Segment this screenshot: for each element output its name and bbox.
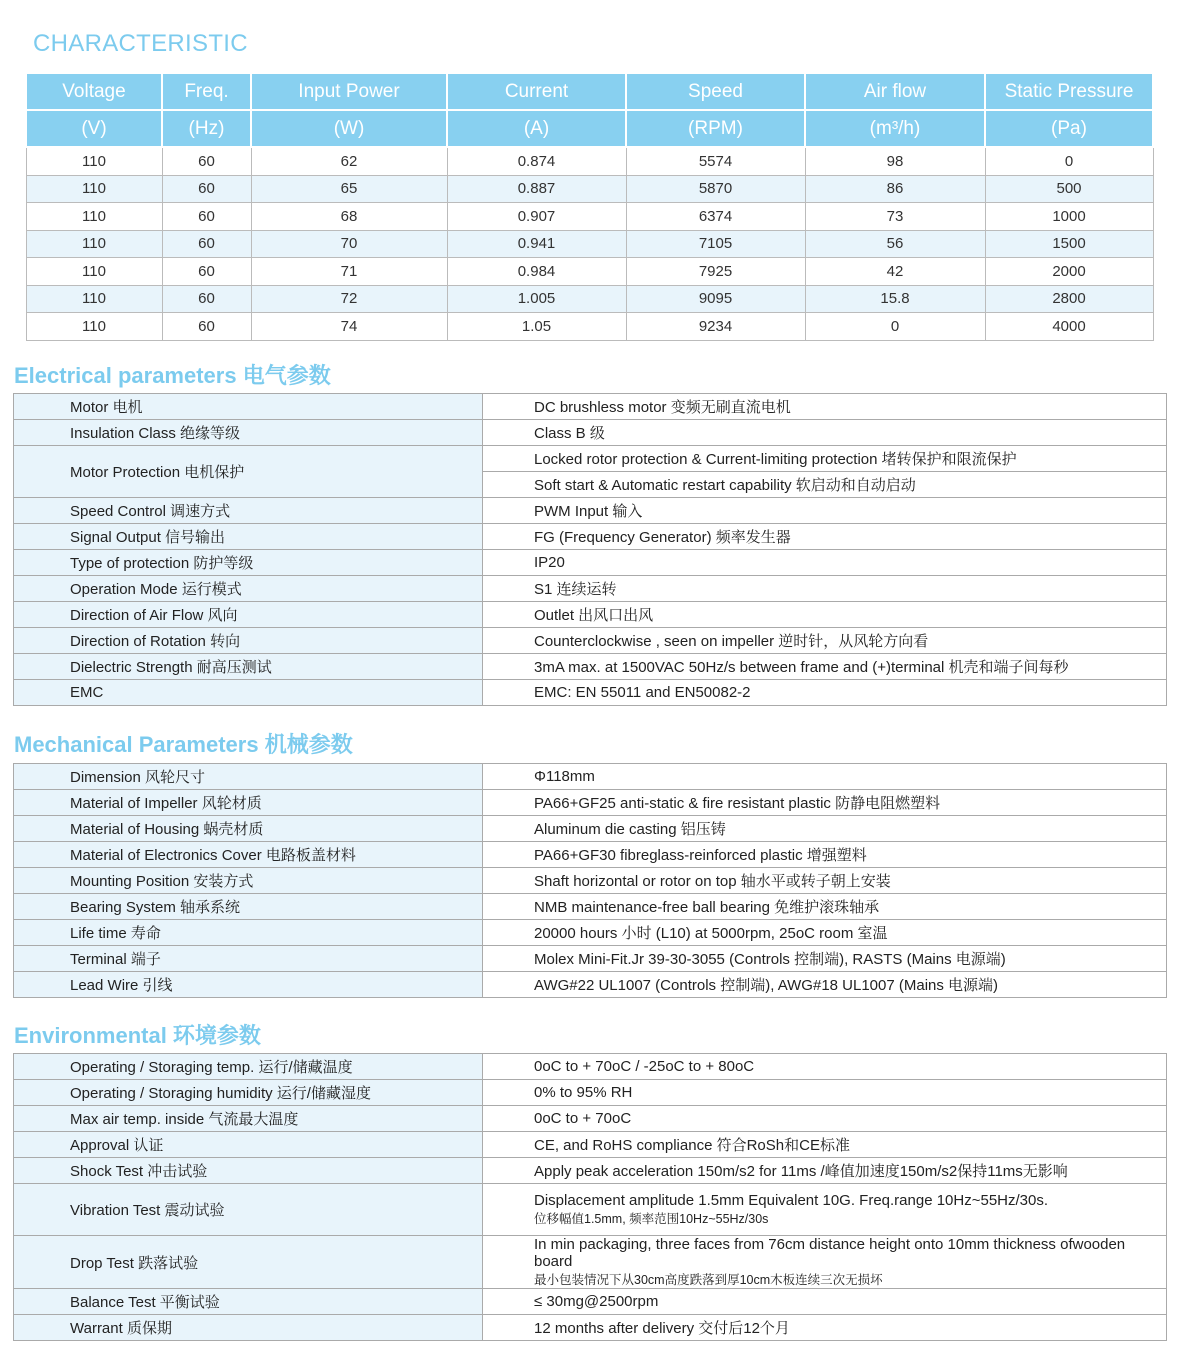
param-value: 0oC to + 70oC [483,1106,1167,1132]
cell: 5870 [626,175,805,203]
cell: 60 [162,285,251,313]
cell: 110 [26,203,162,231]
param-value [483,1184,1167,1236]
param-value: Locked rotor protection & Current-limiting protection 堵转保护和限流保护 [483,446,1167,472]
table-row [14,842,1167,868]
table-row [14,654,1167,680]
cell: 7925 [626,258,805,286]
param-label: Motor Protection 电机保护 [14,446,483,498]
param-label: Drop Test 跌落试验 [14,1236,483,1289]
col-unit: (Pa) [985,110,1153,147]
cell: 42 [805,258,985,286]
param-label: Operating / Storaging temp. 运行/储藏温度 [14,1054,483,1080]
cell: 60 [162,203,251,231]
table-row [26,230,1153,258]
cell: 1.05 [447,313,626,341]
cell: 15.8 [805,285,985,313]
cell: 0 [805,313,985,341]
param-label: Type of protection 防护等级 [14,550,483,576]
cell: 60 [162,313,251,341]
col-header: Air flow [805,73,985,110]
table-row [26,285,1153,313]
cell: 500 [985,175,1153,203]
table-row [14,790,1167,816]
table-row [14,446,1167,472]
cell: 9095 [626,285,805,313]
table-row [14,868,1167,894]
param-label: EMC [14,680,483,706]
param-value-line: Displacement amplitude 1.5mm Equivalent 10G. Freq.range 10Hz~55Hz/30s. [534,1192,1049,1209]
cell: 1500 [985,230,1153,258]
cell: 110 [26,230,162,258]
cell: 5574 [626,147,805,175]
param-label: Material of Electronics Cover 电路板盖材料 [14,842,483,868]
param-value: Apply peak acceleration 150m/s2 for 11ms /峰值加速度150m/s2保持11ms无影响 [483,1158,1167,1184]
table-row [26,203,1153,231]
param-label: Dimension 风轮尺寸 [14,764,483,790]
cell: 2800 [985,285,1153,313]
environmental-title: Environmental 环境参数 [14,1023,261,1048]
param-value: 0oC to + 70oC / -25oC to + 80oC [483,1054,1167,1080]
cell: 0 [985,147,1153,175]
cell: 60 [162,147,251,175]
param-label: Lead Wire 引线 [14,972,483,998]
cell: 74 [251,313,447,341]
cell: 68 [251,203,447,231]
unit-row [26,110,1153,147]
table-row [14,628,1167,654]
param-label: Mounting Position 安装方式 [14,868,483,894]
param-label: Direction of Air Flow 风向 [14,602,483,628]
param-label: Operation Mode 运行模式 [14,576,483,602]
param-value: 0% to 95% RH [483,1080,1167,1106]
param-value: FG (Frequency Generator) 频率发生器 [483,524,1167,550]
param-label: Insulation Class 绝缘等级 [14,420,483,446]
characteristic-title: CHARACTERISTIC [33,30,248,57]
table-row [14,498,1167,524]
cell: 0.984 [447,258,626,286]
cell: 65 [251,175,447,203]
col-unit: (V) [26,110,162,147]
param-value: 20000 hours 小时 (L10) at 5000rpm, 25oC room 室温 [483,920,1167,946]
cell: 6374 [626,203,805,231]
electrical-title: Electrical parameters 电气参数 [14,363,331,388]
param-value-line: In min packaging, three faces from 76cm distance height onto 10mm thickness ofwooden board [534,1236,1126,1270]
param-label: Speed Control 调速方式 [14,498,483,524]
param-value: AWG#22 UL1007 (Controls 控制端), AWG#18 UL1007 (Mains 电源端) [483,972,1167,998]
param-label: Motor 电机 [14,394,483,420]
param-value-line-cn: 位移幅值1.5mm, 频率范围10Hz~55Hz/30s [534,1212,769,1226]
param-value: EMC: EN 55011 and EN50082-2 [483,680,1167,706]
col-header: Freq. [162,73,251,110]
table-row [14,420,1167,446]
param-value: IP20 [483,550,1167,576]
table-row [14,576,1167,602]
cell: 2000 [985,258,1153,286]
param-label: Material of Housing 蜗壳材质 [14,816,483,842]
table-row [14,946,1167,972]
table-row [26,313,1153,341]
mechanical-table [13,763,1167,998]
table-row [14,1080,1167,1106]
col-header: Static Pressure [985,73,1153,110]
param-value: Class B 级 [483,420,1167,446]
cell: 110 [26,147,162,175]
col-unit: (W) [251,110,447,147]
param-label: Approval 认证 [14,1132,483,1158]
cell: 4000 [985,313,1153,341]
param-label: Terminal 端子 [14,946,483,972]
table-row [14,680,1167,706]
table-row [14,1315,1167,1341]
param-label: Warrant 质保期 [14,1315,483,1341]
cell: 110 [26,175,162,203]
param-value: NMB maintenance-free ball bearing 免维护滚珠轴承 [483,894,1167,920]
cell: 110 [26,258,162,286]
cell: 60 [162,230,251,258]
cell: 62 [251,147,447,175]
cell: 73 [805,203,985,231]
table-row [14,602,1167,628]
cell: 0.874 [447,147,626,175]
environmental-table [13,1053,1167,1341]
col-header: Voltage [26,73,162,110]
param-value: ≤ 30mg@2500rpm [483,1289,1167,1315]
cell: 110 [26,313,162,341]
param-value: CE, and RoHS compliance 符合RoSh和CE标准 [483,1132,1167,1158]
param-value: S1 连续运转 [483,576,1167,602]
cell: 9234 [626,313,805,341]
cell: 98 [805,147,985,175]
col-unit: (RPM) [626,110,805,147]
table-row [14,524,1167,550]
table-row [14,1106,1167,1132]
param-label: Vibration Test 震动试验 [14,1184,483,1236]
param-label: Balance Test 平衡试验 [14,1289,483,1315]
param-value: Aluminum die casting 铝压铸 [483,816,1167,842]
table-row [14,1132,1167,1158]
param-label: Operating / Storaging humidity 运行/储藏湿度 [14,1080,483,1106]
param-value: 12 months after delivery 交付后12个月 [483,1315,1167,1341]
characteristic-table [25,72,1154,341]
col-unit: (m³/h) [805,110,985,147]
param-value: DC brushless motor 变频无刷直流电机 [483,394,1167,420]
table-row [14,894,1167,920]
cell: 0.941 [447,230,626,258]
param-label: Shock Test 冲击试验 [14,1158,483,1184]
table-row [26,258,1153,286]
table-row [14,1289,1167,1315]
param-label: Bearing System 轴承系统 [14,894,483,920]
cell: 0.907 [447,203,626,231]
cell: 7105 [626,230,805,258]
param-label: Life time 寿命 [14,920,483,946]
col-header: Speed [626,73,805,110]
cell: 0.887 [447,175,626,203]
col-header: Current [447,73,626,110]
table-row [14,972,1167,998]
param-label: Dielectric Strength 耐高压测试 [14,654,483,680]
param-value: 3mA max. at 1500VAC 50Hz/s between frame and (+)terminal 机壳和端子间每秒 [483,654,1167,680]
cell: 71 [251,258,447,286]
cell: 60 [162,175,251,203]
param-value: Outlet 出风口出风 [483,602,1167,628]
cell: 110 [26,285,162,313]
col-header: Input Power [251,73,447,110]
col-unit: (A) [447,110,626,147]
param-label: Direction of Rotation 转向 [14,628,483,654]
param-label: Signal Output 信号输出 [14,524,483,550]
table-row [26,175,1153,203]
table-row [14,550,1167,576]
header-row [26,73,1153,110]
table-row [14,920,1167,946]
cell: 70 [251,230,447,258]
table-row [26,147,1153,175]
mechanical-title: Mechanical Parameters 机械参数 [14,732,353,757]
table-row [14,1236,1167,1289]
param-value: Molex Mini-Fit.Jr 39-30-3055 (Controls 控制端), RASTS (Mains 电源端) [483,946,1167,972]
electrical-table [13,393,1167,706]
cell: 60 [162,258,251,286]
table-row [14,764,1167,790]
param-value-line-cn: 最小包装情况下从30cm高度跌落到厚10cm木板连续三次无损坏 [534,1273,883,1287]
param-value: Soft start & Automatic restart capability 软启动和自动启动 [483,472,1167,498]
table-row [14,816,1167,842]
param-value: PA66+GF30 fibreglass-reinforced plastic 增强塑料 [483,842,1167,868]
cell: 56 [805,230,985,258]
table-row [14,1184,1167,1236]
table-row [14,394,1167,420]
table-row [14,1158,1167,1184]
param-value: Counterclockwise , seen on impeller 逆时针，从风轮方向看 [483,628,1167,654]
param-value: PA66+GF25 anti-static & fire resistant plastic 防静电阻燃塑料 [483,790,1167,816]
col-unit: (Hz) [162,110,251,147]
cell: 86 [805,175,985,203]
param-value: Φ118mm [483,764,1167,790]
param-value: Shaft horizontal or rotor on top 轴水平或转子朝上安装 [483,868,1167,894]
param-value: PWM Input 输入 [483,498,1167,524]
param-label: Material of Impeller 风轮材质 [14,790,483,816]
param-label: Max air temp. inside 气流最大温度 [14,1106,483,1132]
cell: 72 [251,285,447,313]
table-row [14,1054,1167,1080]
param-value [483,1236,1167,1289]
cell: 1.005 [447,285,626,313]
cell: 1000 [985,203,1153,231]
